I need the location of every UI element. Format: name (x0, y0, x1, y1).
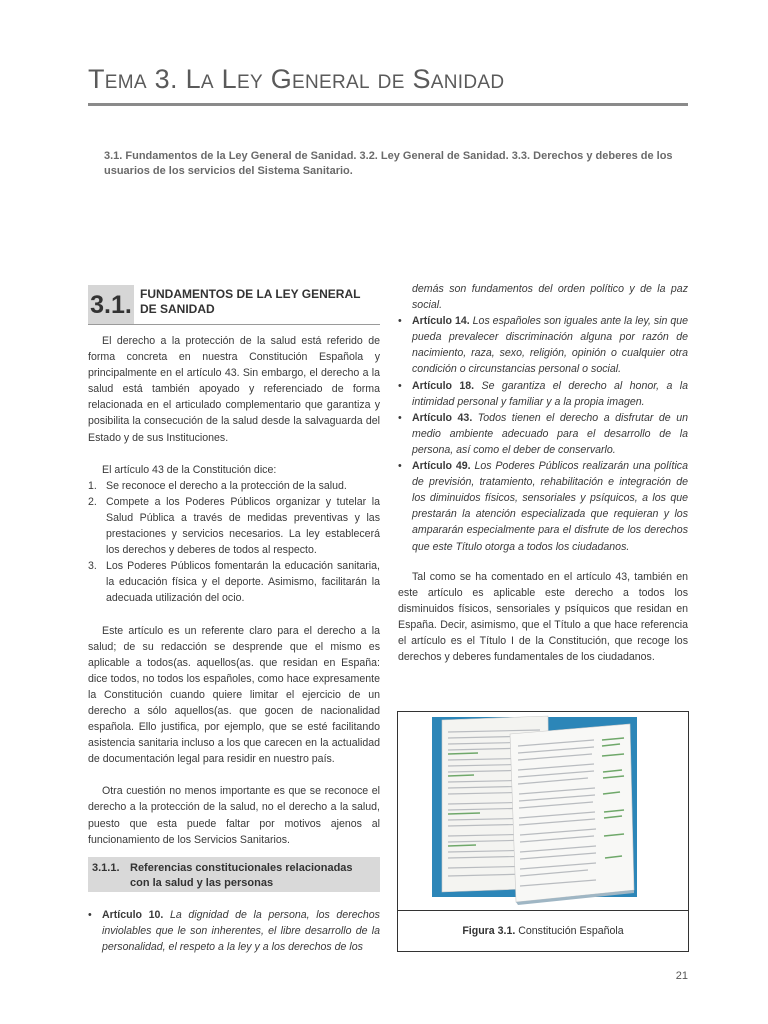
article-text: demás son fundamentos del orden político y de la paz social. (412, 283, 688, 312)
list-item (398, 458, 688, 555)
subsection-number: 3.1.1. (92, 862, 120, 874)
article-text: Los españoles son iguales ante la ley, sin que pueda prevalecer discriminación alguna por razón de nacimiento, raza, sexo, religión, opinión o cualquier otra condición o circunstancias personal o social. (412, 315, 689, 376)
constitution-document-image (398, 712, 686, 909)
section-title: FUNDAMENTOS DE LA LEY GENERAL DE SANIDAD (140, 287, 361, 316)
right-column (398, 281, 688, 555)
left-column (88, 333, 380, 848)
list-text: Los Poderes Públicos fomentarán la educación sanitaria, la educación física y el deporte. Asimismo, facilitarán la adecuada utilización del ocio. (106, 560, 380, 605)
list-item (88, 907, 380, 955)
list-number: 1. (88, 479, 97, 492)
document-illustration (398, 712, 686, 909)
article-text: Los Poderes Públicos realizarán una política de previsión, tratamiento, rehabilitación e integración de los diminuidos físicos, sensoriales y psíquicos, a los que prestarán la atención especializada que requieran y los ampararán especialmente para el disfrute de los derechos que este Título otorga a todos los ciudadanos. (412, 460, 688, 553)
list-item-continuation (398, 281, 688, 313)
list-item (398, 378, 688, 410)
paragraph: El artículo 43 de la Constitución dice: (102, 463, 277, 476)
list-item (398, 313, 688, 377)
list-number: 3. (88, 560, 97, 573)
paragraph: Este artículo es un referente claro para el derecho a la salud; de su redacción se desprende que el mismo es aplicable a todos(as. aquellos(as. que residan en España: dice todos, no todos los españoles, como hace expresamente la Constitución cuando quiere limitar el ejercicio de un derecho a sólo aquellos(as. que gocen de nacionalidad española. Ello justifica, por ejemplo, que se esté facilitando asistencia sanitaria incluso a los que carecen en la actualidad de documentación legal para residir en nuestro país. (88, 624, 380, 766)
article-label: Artículo 14. (412, 315, 470, 328)
list-item (398, 410, 688, 458)
bullet: • (398, 315, 402, 328)
list-number: 2. (88, 495, 97, 508)
article-text: La dignidad de la persona, los derechos inviolables que le son inherentes, el libre desarrollo de la personalidad, el respeto a la ley y a los derechos de los (102, 909, 380, 954)
article-text: Todos tienen el derecho a disfrutar de un medio ambiente adecuado para el desarrollo de la persona, así como el deber de conservarlo. (412, 411, 688, 456)
paragraph: Otra cuestión no menos importante es que se reconoce el derecho a la protección de la salud, no el derecho a la salud, puesto que esta puede faltar por motivos ajenos al funcionamiento de los Servicios Sanitarios. (88, 785, 380, 846)
bullet: • (88, 909, 92, 921)
page-title: Tema 3. La Ley General de Sanidad (88, 64, 505, 94)
article-label: Artículo 18. (412, 379, 475, 392)
bullet: • (398, 411, 402, 424)
left-bullets (88, 907, 380, 955)
figure-label: Figura 3.1. (462, 925, 516, 937)
subsection-title: Referencias constitucionales relacionadas con la salud y las personas (130, 862, 353, 889)
section-number: 3.1. (88, 285, 134, 325)
chapter-summary: 3.1. Fundamentos de la Ley General de Sanidad. 3.2. Ley General de Sanidad. 3.3. Derechos y deberes de los usuarios de los servicios del Sistema Sanitario. (104, 150, 673, 177)
list-item (88, 478, 380, 494)
right-paragraph-block (398, 569, 688, 666)
list-item (88, 494, 380, 558)
figure-caption (398, 910, 688, 951)
paragraph: El derecho a la protección de la salud está referido de forma concreta en nuestra Constitución Española y principalmente en el artículo 43. Sin embargo, el derecho a la salud está también apoyado y referenciado de forma relacionada en el articulado complementario que garantiza y posibilita la consecución de la salud desde la salvaguarda del Estado y de sus Instituciones. (88, 335, 380, 444)
list-item (88, 558, 380, 606)
article-label: Artículo 43. (412, 411, 473, 424)
figure-caption-text: Constitución Española (518, 925, 624, 937)
article-text: Se garantiza el derecho al honor, a la intimidad personal y familiar y a la propia imagen. (412, 379, 688, 408)
list-text: Se reconoce el derecho a la protección de la salud. (106, 479, 347, 492)
bullet: • (398, 379, 402, 392)
paragraph: Tal como se ha comentado en el artículo 43, también en este artículo es aplicable este derecho a todos los disminuidos físicos, sensoriales y psíquicos que residan en España. Decir, asimismo, que el Título a que hace referencia el artículo es el Título I de la Constitución, que recoge los derechos y deberes fundamentales de los ciudadanos. (398, 571, 688, 664)
page-number: 21 (675, 970, 688, 982)
article-label: Artículo 49. (412, 460, 471, 473)
section-rule (88, 324, 380, 325)
article-43-list (88, 478, 380, 607)
article-label: Artículo 10. (102, 909, 164, 921)
bullet: • (398, 460, 402, 473)
list-text: Compete a los Poderes Públicos organizar y tutelar la Salud Pública a través de medidas preventivas y las prestaciones y servicios necesarios. La ley establecerá los derechos y deberes de todos al respecto. (106, 495, 380, 557)
subsection-heading (88, 857, 380, 892)
title-rule (88, 103, 688, 106)
front-page (510, 724, 634, 905)
